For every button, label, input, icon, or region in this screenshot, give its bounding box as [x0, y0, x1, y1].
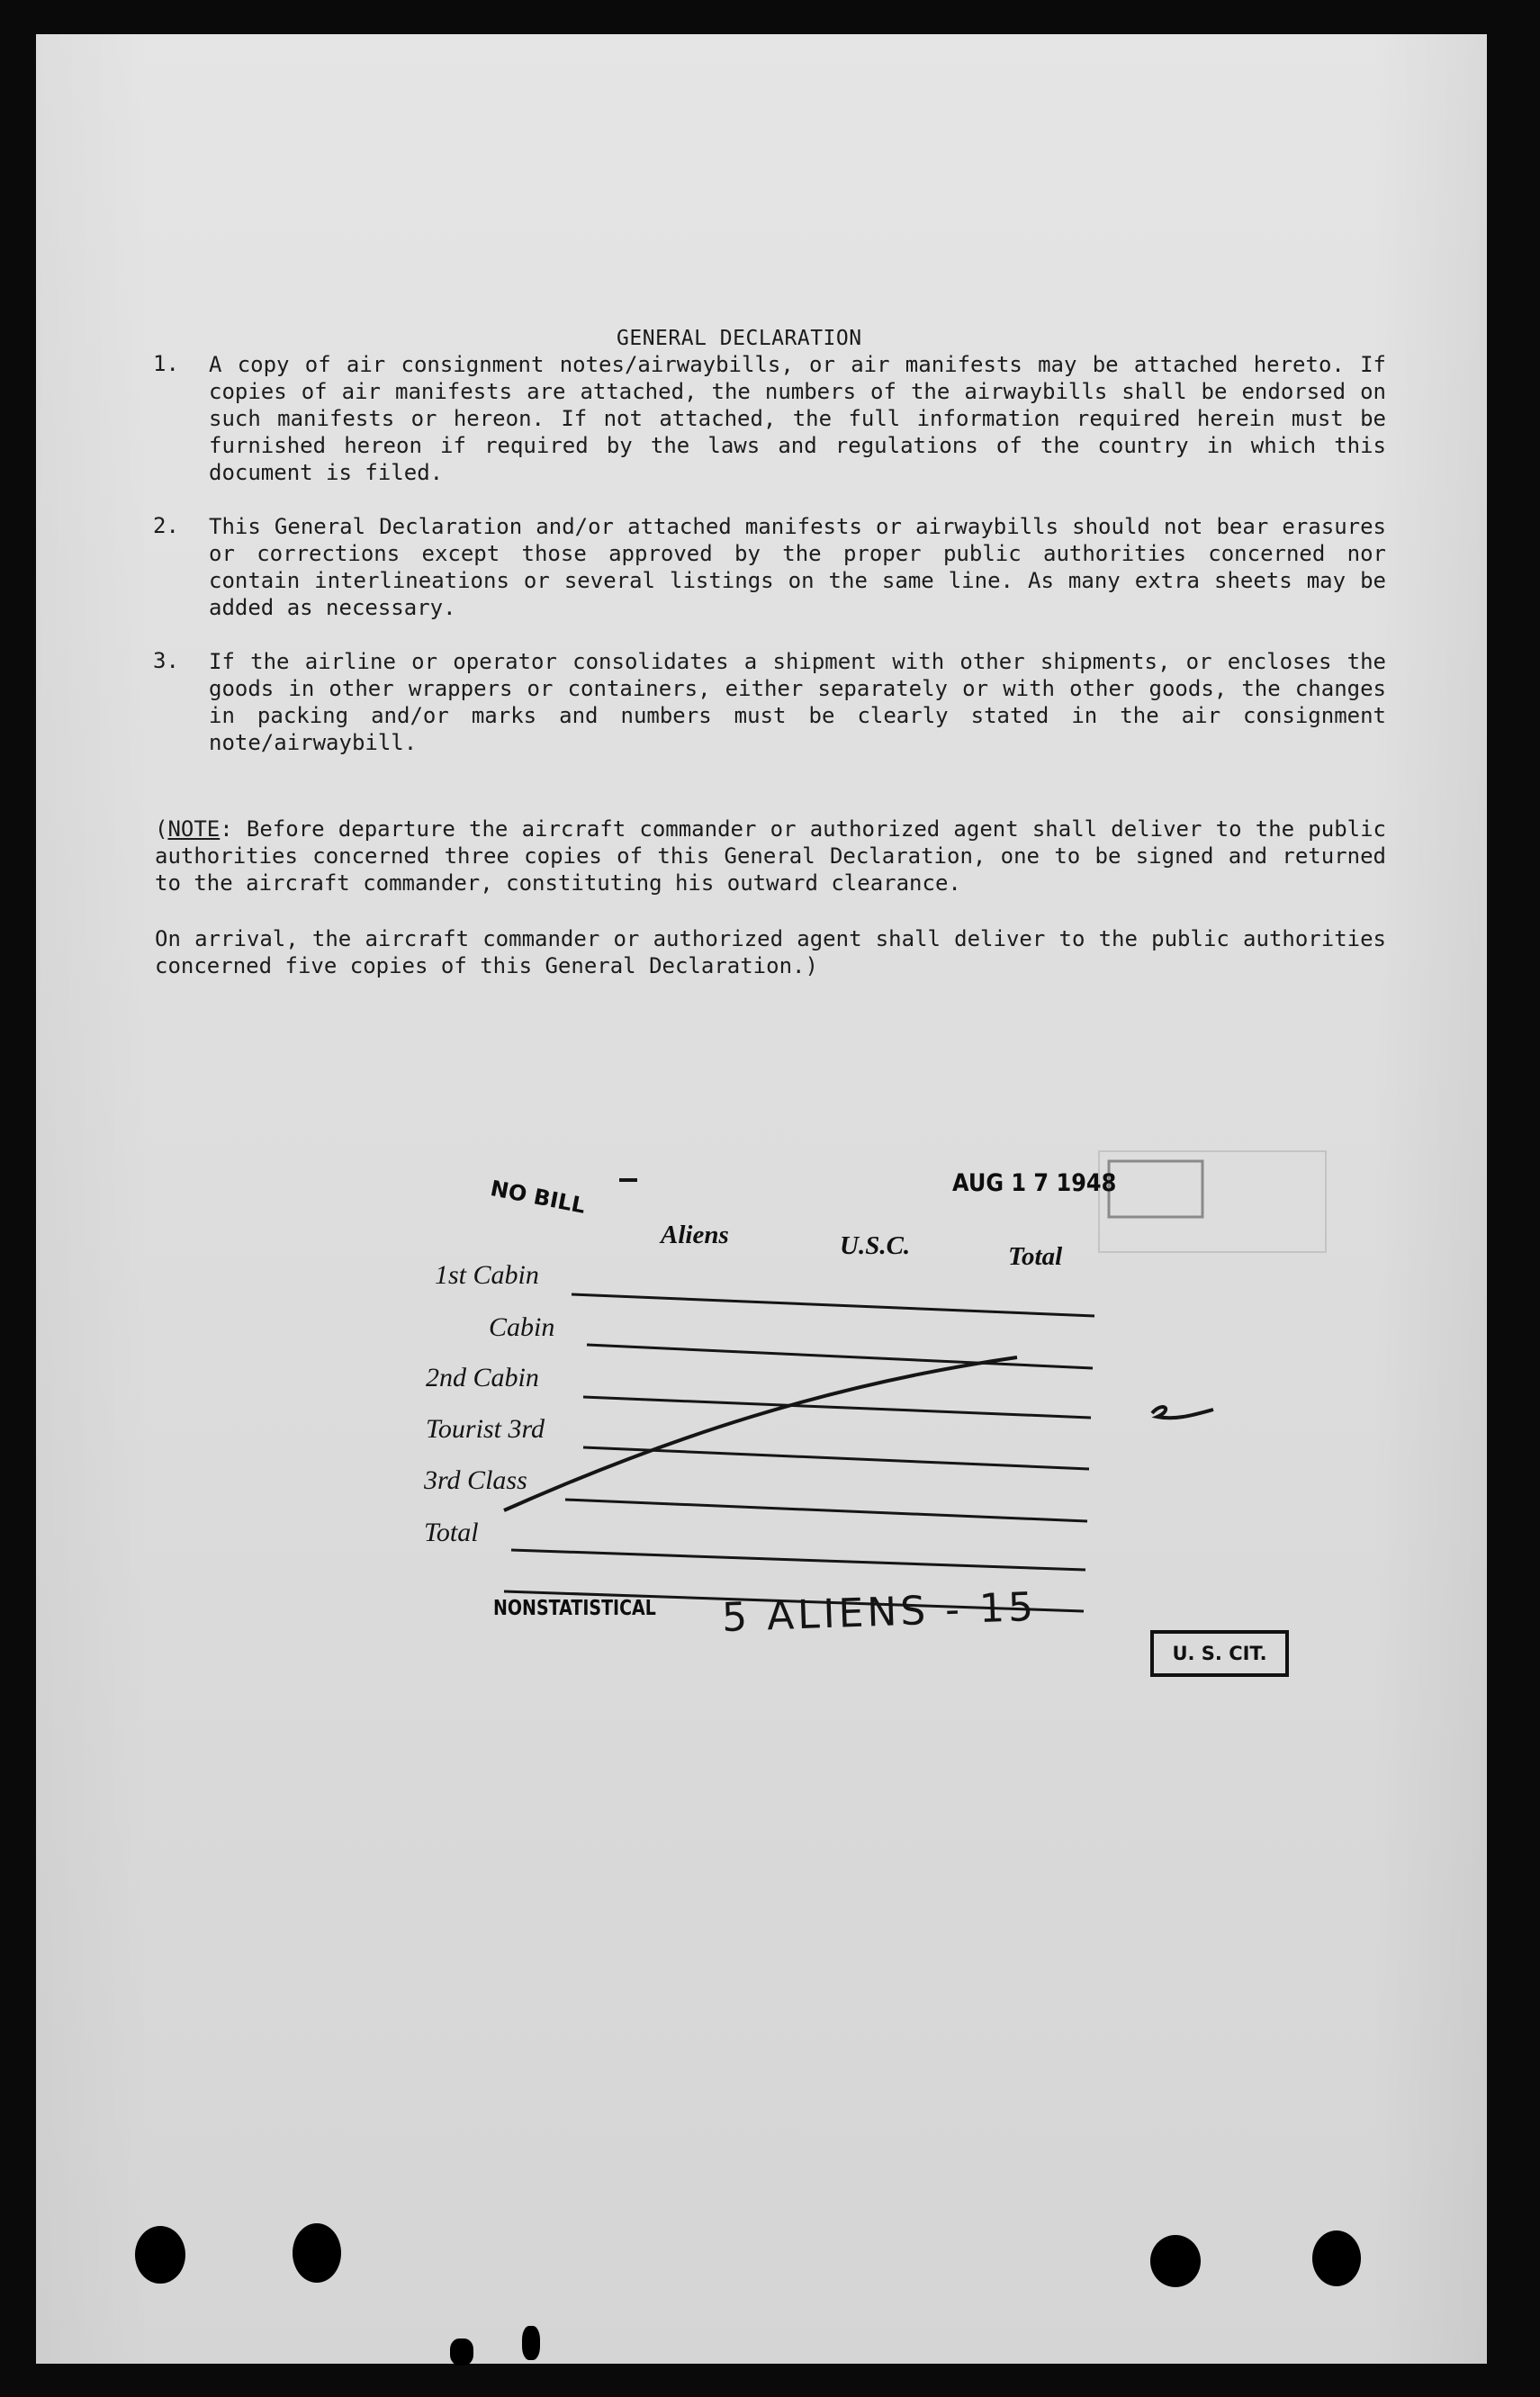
row-3rd-class: 3rd Class [424, 1465, 527, 1495]
handwritten-mark [1152, 1407, 1213, 1418]
faint-date-box [1109, 1161, 1202, 1217]
column-total: Total [1008, 1242, 1063, 1271]
row-line [583, 1447, 1089, 1469]
punch-hole [293, 2223, 341, 2283]
note-text: : Before departure the aircraft commander or authorized agent shall deliver to the public authorities concerned three copies of this General Declaration, one to be signed and returned to the aircraft commander, constituting his outward clearance. [155, 816, 1386, 896]
edge-tear [522, 2326, 540, 2360]
no-bill-stamp: NO BILL [488, 1176, 588, 1219]
punch-hole [1150, 2235, 1201, 2287]
handwritten-aliens-count: 5 ALIENS - 15 [721, 1583, 1038, 1642]
edge-tear [450, 2338, 473, 2365]
punch-hole [135, 2226, 185, 2284]
stamp-lines [36, 34, 1487, 2364]
item-number: 2. [153, 513, 179, 538]
document-title: GENERAL DECLARATION [617, 327, 862, 350]
row-total: Total [424, 1518, 479, 1547]
column-usc: U.S.C. [840, 1231, 911, 1260]
item-paragraph: A copy of air consignment notes/airwaybills, or air manifests may be attached hereto. If copies of air manifests are attached, the numbers of the airwaybills shall be endorsed on such manifests or hereon. If not attached, the full information required herein must be furnished hereon if required by the laws and regulations of the country in which this document is filed. [209, 352, 1386, 485]
row-cabin: Cabin [489, 1312, 555, 1342]
row-line [572, 1294, 1094, 1316]
us-cit-stamp: U. S. CIT. [1150, 1630, 1289, 1677]
date-stamp: AUG 1 7 1948 [952, 1168, 1117, 1197]
note-label: NOTE [167, 816, 221, 842]
row-2nd-cabin: 2nd Cabin [426, 1363, 539, 1392]
row-line [583, 1397, 1091, 1418]
row-line [511, 1550, 1085, 1570]
row-tourist-3rd: Tourist 3rd [426, 1414, 545, 1444]
column-aliens: Aliens [661, 1221, 729, 1249]
item-number: 3. [153, 648, 179, 673]
nonstatistical-stamp: NONSTATISTICAL [493, 1596, 656, 1621]
handwritten-stroke [504, 1357, 1017, 1510]
item-paragraph: If the airline or operator consolidates a shipment with other shipments, or encloses the goods in other wrappers or containers, either separately or with other goods, the changes in packing and/or marks and numbers must be clearly stated in the air consignment note/airwaybill. [209, 649, 1386, 755]
document-page [36, 34, 1487, 2364]
item-paragraph: This General Declaration and/or attached manifests or airwaybills should not bear erasures or corrections except those approved by the proper public authorities concerned nor contain interlineations or several listings on the same line. As many extra sheets may be added as necessary. [209, 514, 1386, 620]
note-open: ( [155, 816, 168, 842]
row-line [565, 1500, 1087, 1521]
item-number: 1. [153, 351, 179, 376]
punch-hole [1312, 2230, 1361, 2286]
arrival-paragraph: On arrival, the aircraft commander or authorized agent shall deliver to the public authorities concerned five copies of this General Declaration.) [155, 926, 1386, 978]
row-1st-cabin: 1st Cabin [435, 1260, 539, 1290]
